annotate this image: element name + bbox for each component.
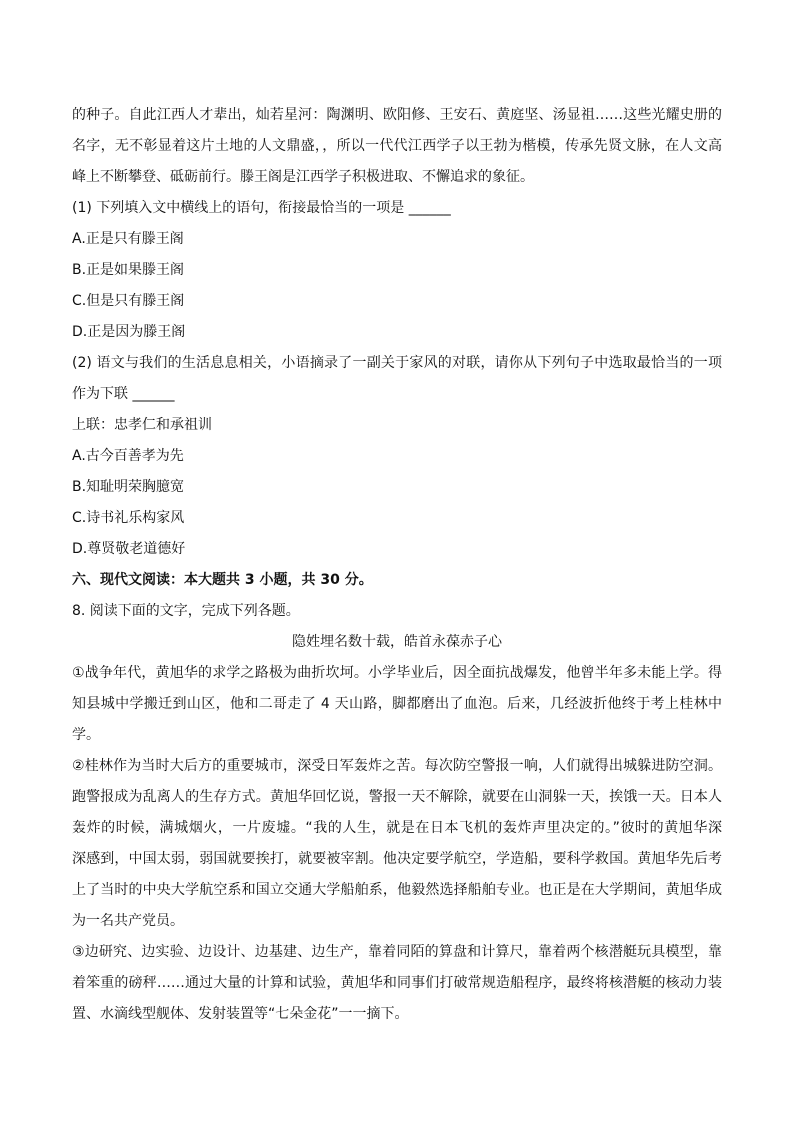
question-2-option-d: D.尊贤敬老道德好 [72, 541, 186, 557]
paragraph-2-line: 上了当时的中央大学航空系和国立交通大学船舶系，他毅然选择船舶专业。也正是在大学期间，黄旭华成 [72, 882, 722, 898]
passage-line: 峰上不断攀登、砥砺前行。滕王阁是江西学子积极进取、不懈追求的象征。 [72, 169, 534, 185]
question-2-stem: (2) 语文与我们的生活息息相关，小语摘录了一副关于家风的对联，请你从下列句子中选取最恰当的一项 [72, 355, 722, 371]
section-heading: 六、现代文阅读：本大题共 3 小题，共 30 分。 [72, 572, 373, 588]
question-2-option-b: B.知耻明荣胸臆宽 [72, 479, 185, 495]
question-2-option-a: A.古今百善孝为先 [72, 448, 184, 464]
upper-couplet: 上联：忠孝仁和承祖训 [72, 417, 212, 433]
paragraph-2-line: 轰炸的时候，满城烟火，一片废墟。“我的人生，就是在日本飞机的轰炸声里决定的。”彼时的黄旭华深 [72, 820, 722, 836]
question-2-stem: 作为下联 ______ [72, 386, 175, 402]
article-title: 隐姓埋名数十载，皓首永葆赤子心 [292, 634, 502, 650]
question-1-stem: (1) 下列填入文中横线上的语句，衔接最恰当的一项是 ______ [72, 200, 451, 216]
page-content [72, 100, 722, 1030]
question-8-instruction: 8. 阅读下面的文字，完成下列各题。 [72, 603, 300, 619]
paragraph-2-line: 深感到，中国太弱，弱国就要挨打，就要被宰割。他决定要学航空，学造船，要科学救国。黄旭华先后考 [72, 851, 722, 867]
paragraph-2-line: ②桂林作为当时大后方的重要城市，深受日军轰炸之苦。每次防空警报一响，人们就得出城躲进防空洞。 [72, 758, 722, 774]
question-1-option-d: D.正是因为滕王阁 [72, 324, 186, 340]
paragraph-1-line: 学。 [72, 727, 100, 743]
paragraph-1-line: ①战争年代，黄旭华的求学之路极为曲折坎坷。小学毕业后，因全面抗战爆发，他曾半年多未能上学。得 [72, 665, 722, 681]
passage-line: 的种子。自此江西人才辈出，灿若星河：陶渊明、欧阳修、王安石、黄庭坚、汤显祖……这些光耀史册的 [72, 107, 722, 123]
paragraph-1-line: 知县城中学搬迁到山区，他和二哥走了 4 天山路，脚都磨出了血泡。后来，几经波折他终于考上桂林中 [72, 696, 722, 712]
paragraph-2-line: 为一名共产党员。 [72, 913, 184, 929]
paragraph-3-line: 着笨重的磅秤……通过大量的计算和试验，黄旭华和同事们打破常规造船程序，最终将核潜艇的核动力装 [72, 975, 722, 991]
passage-line: 名字，无不彰显着这片土地的人文鼎盛，，所以一代代江西学子以王勃为楷模，传承先贤文脉，在人文高 [72, 138, 722, 154]
paragraph-3-line: ③边研究、边实验、边设计、边基建、边生产，靠着同陌的算盘和计算尺，靠着两个核潜艇玩具模型，靠 [72, 944, 722, 960]
question-2-option-c: C.诗书礼乐构家风 [72, 510, 185, 526]
question-1-option-a: A.正是只有滕王阁 [72, 231, 184, 247]
question-1-option-b: B.正是如果滕王阁 [72, 262, 185, 278]
paragraph-2-line: 跑警报成为乱离人的生存方式。黄旭华回忆说，警报一天不解除，就要在山洞躲一天，挨饿一天。日本人 [72, 789, 722, 805]
paragraph-3-line: 置、水滴线型舰体、发射装置等“七朵金花”一一摘下。 [72, 1006, 409, 1022]
question-1-option-c: C.但是只有滕王阁 [72, 293, 185, 309]
